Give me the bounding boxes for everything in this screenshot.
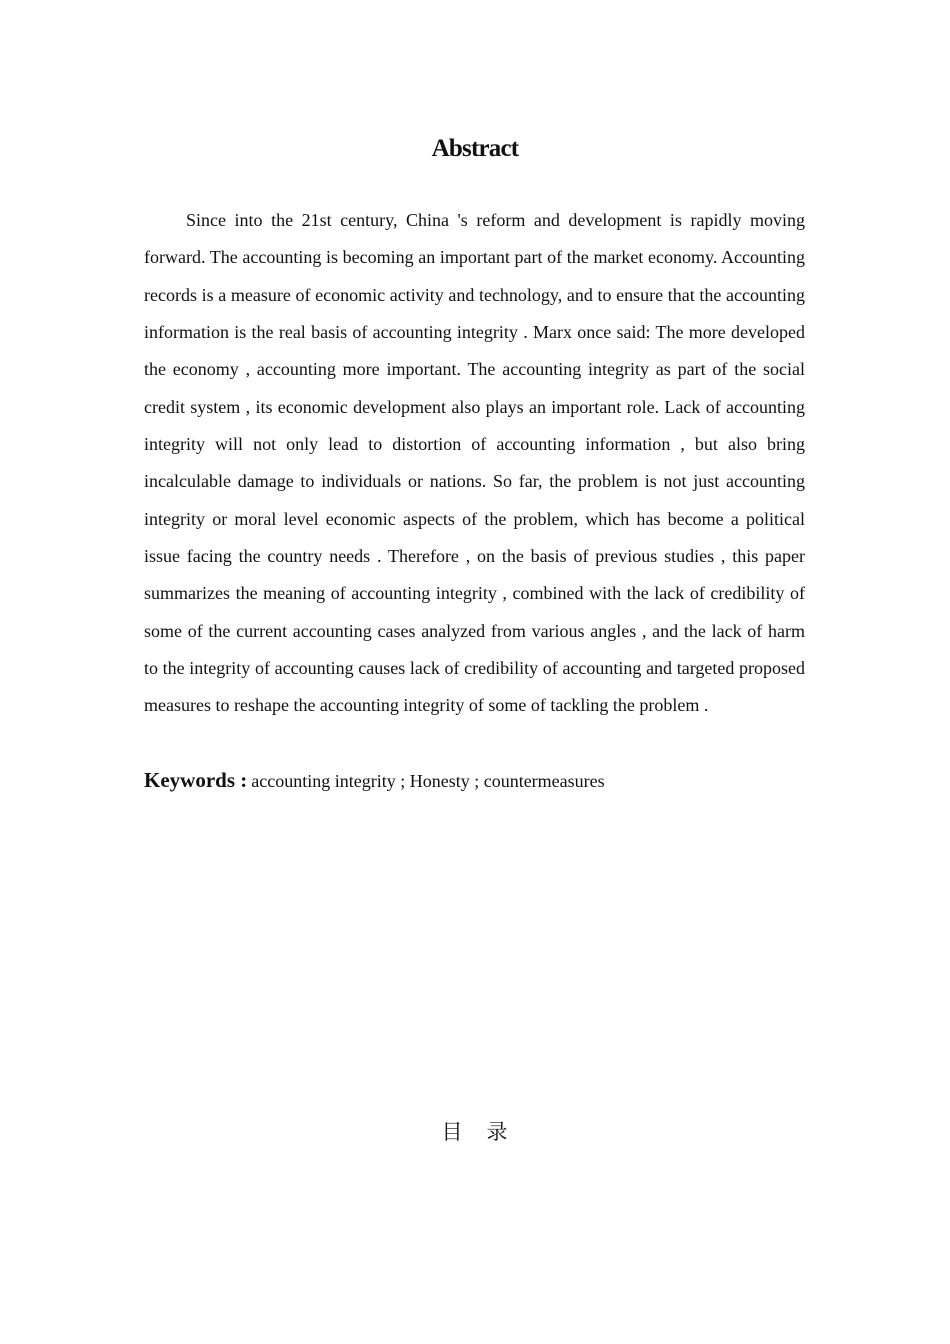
abstract-title: Abstract <box>431 135 519 162</box>
abstract-body: Since into the 21st century, China 's reform and development is rapidly moving forward. The accounting is becoming an important part of the market economy. Accounting records is a measure of economic activity and technology, and to ensure that the accounting information is the real basis of accounting integrity . Marx once said: The more developed the economy , accounting more important. The accounting integrity as part of the social credit system , its economic development also plays an important role. Lack of accounting integrity will not only lead to distortion of accounting information , but also bring incalculable damage to individuals or nations. So far, the problem is not just accounting integrity or moral level economic aspects of the problem, which has become a political issue facing the country needs . Therefore , on the basis of previous studies , this paper summarizes the meaning of accounting integrity , combined with the lack of credibility of some of the current accounting cases analyzed from various angles , and the lack of harm to the integrity of accounting causes lack of credibility of accounting and targeted proposed measures to reshape the accounting integrity of some of tackling the problem . <box>144 210 805 716</box>
keywords-line <box>144 762 805 801</box>
table-of-contents-heading: 目 录 <box>441 1120 509 1144</box>
keywords-text: accounting integrity ; Honesty ; countermeasures <box>251 771 605 791</box>
keywords-label: Keywords : <box>144 768 248 792</box>
